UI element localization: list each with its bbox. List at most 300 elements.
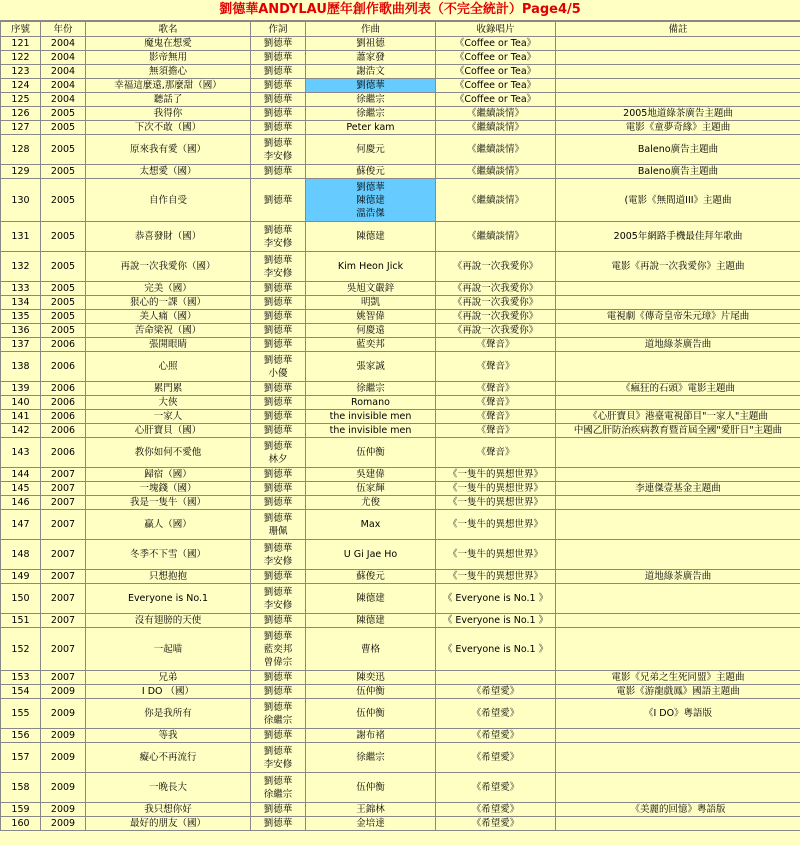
cell-note	[556, 729, 800, 743]
cell-lyricist-line: 劉德華	[263, 615, 293, 626]
cell-no: 145	[1, 482, 41, 496]
cell-no: 129	[1, 165, 41, 179]
table-row	[1, 803, 800, 817]
cell-composer	[306, 37, 436, 51]
cell-lyricist	[251, 65, 306, 79]
cell-song: 我只想你好	[86, 803, 251, 817]
cell-composer	[306, 179, 436, 222]
cell-note	[556, 510, 800, 540]
cell-song: 自作自受	[86, 179, 251, 222]
table-row	[1, 310, 800, 324]
cell-lyricist	[251, 121, 306, 135]
cell-composer-line: 劉祖德	[356, 38, 385, 49]
cell-lyricist-line: 徐繼宗	[263, 788, 293, 800]
cell-song: 心照	[86, 352, 251, 382]
cell-no: 159	[1, 803, 41, 817]
cell-note: 道地綠茶廣告曲	[556, 338, 800, 352]
cell-composer-line: 王錦林	[356, 804, 385, 815]
cell-note	[556, 65, 800, 79]
table-row	[1, 699, 800, 729]
cell-song: 教你如何不愛他	[86, 438, 251, 468]
table-row	[1, 410, 800, 424]
cell-year: 2009	[41, 743, 86, 773]
cell-note: 《心肝寶貝》港臺電視節目"一家人"主題曲	[556, 410, 800, 424]
cell-lyricist-line: 劉德華	[263, 38, 293, 49]
cell-lyricist-line: 藍奕邦	[263, 643, 293, 655]
cell-lyricist-line: 劉德華	[263, 397, 293, 408]
cell-lyricist	[251, 324, 306, 338]
cell-lyricist-line: 劉德華	[263, 80, 293, 91]
cell-song: 心肝寶貝（國）	[86, 424, 251, 438]
table-row	[1, 65, 800, 79]
cell-lyricist-line: 劉德華	[263, 686, 293, 697]
cell-song: 太想愛（國）	[86, 165, 251, 179]
table-row	[1, 729, 800, 743]
cell-composer	[306, 396, 436, 410]
cell-composer-line: 徐繼宗	[356, 108, 385, 119]
cell-composer	[306, 468, 436, 482]
cell-composer	[306, 222, 436, 252]
table-row	[1, 540, 800, 570]
cell-no: 135	[1, 310, 41, 324]
cell-lyricist-line: 劉德華	[263, 440, 293, 452]
cell-composer	[306, 107, 436, 121]
cell-year: 2005	[41, 165, 86, 179]
cell-note	[556, 743, 800, 773]
cell-year: 2007	[41, 628, 86, 671]
cell-year: 2006	[41, 424, 86, 438]
cell-song: 兄弟	[86, 671, 251, 685]
cell-note: 電視劇《傳奇皇帝朱元璋》片尾曲	[556, 310, 800, 324]
header-no: 序號	[1, 22, 41, 37]
cell-lyricist	[251, 252, 306, 282]
cell-song: 恭喜發財（國）	[86, 222, 251, 252]
cell-lyricist-line: 劉德華	[263, 283, 293, 294]
cell-song: 原來我有愛（國）	[86, 135, 251, 165]
cell-note: 2005年網路手機最佳拜年歌曲	[556, 222, 800, 252]
cell-lyricist-line: 劉德華	[263, 512, 293, 524]
cell-lyricist-line: 劉德華	[263, 122, 293, 133]
cell-composer-line: 吳建偉	[356, 469, 385, 480]
cell-composer-line: 藍奕邦	[356, 339, 385, 350]
cell-lyricist	[251, 424, 306, 438]
cell-lyricist-line: 劉德華	[263, 818, 293, 829]
cell-no: 136	[1, 324, 41, 338]
table-row	[1, 743, 800, 773]
cell-lyricist-line: 徐繼宗	[263, 714, 293, 726]
cell-year: 2005	[41, 310, 86, 324]
cell-lyricist-line: 劉德華	[263, 354, 293, 366]
cell-no: 147	[1, 510, 41, 540]
cell-composer	[306, 135, 436, 165]
table-row	[1, 570, 800, 584]
page-title: 劉德華ANDYLAU歷年創作歌曲列表（不完全統計）Page4/5	[0, 0, 800, 21]
cell-lyricist-line: 劉德華	[263, 325, 293, 336]
cell-song: 狠心的一課（國）	[86, 296, 251, 310]
cell-composer-line: 蕭家發	[356, 52, 385, 63]
cell-lyricist-line: 劉德華	[263, 383, 293, 394]
cell-note	[556, 584, 800, 614]
cell-note: 《I DO》粵語版	[556, 699, 800, 729]
cell-composer-line: 吳旭文嚴鋅	[346, 283, 395, 294]
cell-lyricist	[251, 468, 306, 482]
table-row	[1, 396, 800, 410]
cell-note	[556, 438, 800, 468]
cell-album: 《聲音》	[436, 396, 556, 410]
table-row	[1, 496, 800, 510]
cell-composer	[306, 482, 436, 496]
cell-album: 《一隻牛的異想世界》	[436, 468, 556, 482]
cell-composer	[306, 510, 436, 540]
table-row	[1, 628, 800, 671]
cell-no: 156	[1, 729, 41, 743]
cell-lyricist-line: 劉德華	[263, 166, 293, 177]
cell-lyricist-line: 劉德華	[263, 108, 293, 119]
table-row	[1, 252, 800, 282]
cell-note: 《美麗的回憶》粵語版	[556, 803, 800, 817]
cell-year: 2007	[41, 540, 86, 570]
cell-lyricist	[251, 803, 306, 817]
cell-album: 《Coffee or Tea》	[436, 37, 556, 51]
cell-no: 148	[1, 540, 41, 570]
cell-year: 2004	[41, 65, 86, 79]
cell-song: 冬季不下雪（國）	[86, 540, 251, 570]
cell-composer	[306, 803, 436, 817]
cell-song: 我得你	[86, 107, 251, 121]
cell-no: 133	[1, 282, 41, 296]
cell-composer	[306, 773, 436, 803]
cell-lyricist	[251, 685, 306, 699]
cell-lyricist	[251, 352, 306, 382]
table-row	[1, 37, 800, 51]
cell-song: I DO （國）	[86, 685, 251, 699]
cell-note: 電影《再說一次我愛你》主題曲	[556, 252, 800, 282]
cell-composer	[306, 410, 436, 424]
cell-year: 2009	[41, 773, 86, 803]
cell-composer-line: Peter kam	[346, 122, 395, 133]
cell-composer-line: Kim Heon Jick	[337, 261, 404, 272]
cell-year: 2006	[41, 338, 86, 352]
cell-song: 大俠	[86, 396, 251, 410]
cell-note: 李連傑壹基金主題曲	[556, 482, 800, 496]
cell-no: 153	[1, 671, 41, 685]
cell-composer-line: 陳德建	[356, 615, 385, 626]
cell-note	[556, 396, 800, 410]
cell-song: 一晚長大	[86, 773, 251, 803]
cell-lyricist	[251, 817, 306, 831]
cell-song: 一家人	[86, 410, 251, 424]
cell-lyricist	[251, 614, 306, 628]
cell-lyricist-line: 曾偉宗	[263, 656, 293, 668]
cell-no: 131	[1, 222, 41, 252]
table-row	[1, 324, 800, 338]
cell-album: 《繼續談情》	[436, 107, 556, 121]
cell-year: 2005	[41, 222, 86, 252]
table-row	[1, 338, 800, 352]
cell-lyricist-line: 林夕	[268, 453, 288, 465]
cell-album: 《一隻牛的異想世界》	[436, 570, 556, 584]
cell-note: 電影《游龍戲鳳》國語主題曲	[556, 685, 800, 699]
cell-note	[556, 352, 800, 382]
cell-composer	[306, 614, 436, 628]
cell-song: 聽話了	[86, 93, 251, 107]
cell-lyricist-line: 劉德華	[263, 571, 293, 582]
cell-composer	[306, 671, 436, 685]
cell-note	[556, 37, 800, 51]
cell-no: 150	[1, 584, 41, 614]
cell-album: 《希望愛》	[436, 729, 556, 743]
cell-lyricist-line: 劉德華	[263, 52, 293, 63]
cell-composer-line: 伍家輝	[356, 483, 385, 494]
cell-no: 157	[1, 743, 41, 773]
cell-no: 155	[1, 699, 41, 729]
cell-note	[556, 282, 800, 296]
cell-lyricist-line: 劉德華	[263, 586, 293, 598]
cell-year: 2005	[41, 324, 86, 338]
cell-note	[556, 614, 800, 628]
cell-song: 一塊錢（國）	[86, 482, 251, 496]
cell-no: 125	[1, 93, 41, 107]
cell-note: Baleno廣告主題曲	[556, 135, 800, 165]
cell-album: 《聲音》	[436, 352, 556, 382]
cell-note: 2005地道綠茶廣告主題曲	[556, 107, 800, 121]
cell-no: 127	[1, 121, 41, 135]
cell-year: 2006	[41, 410, 86, 424]
cell-note	[556, 324, 800, 338]
cell-composer-line: 蘇俊元	[356, 571, 385, 582]
table-row	[1, 296, 800, 310]
cell-album: 《希望愛》	[436, 817, 556, 831]
cell-note	[556, 628, 800, 671]
cell-year: 2004	[41, 79, 86, 93]
table-row	[1, 382, 800, 396]
cell-song: 完美（國）	[86, 282, 251, 296]
table-row	[1, 135, 800, 165]
cell-lyricist	[251, 570, 306, 584]
cell-album: 《Coffee or Tea》	[436, 79, 556, 93]
cell-lyricist-line: 李安修	[263, 237, 293, 249]
cell-composer-line: 張家誠	[356, 361, 385, 372]
cell-album: 《 Everyone is No.1 》	[436, 614, 556, 628]
cell-album: 《再說一次我愛你》	[436, 310, 556, 324]
cell-composer	[306, 424, 436, 438]
cell-song: Everyone is No.1	[86, 584, 251, 614]
cell-album: 《一隻牛的異想世界》	[436, 510, 556, 540]
cell-album: 《聲音》	[436, 338, 556, 352]
cell-lyricist	[251, 482, 306, 496]
cell-lyricist	[251, 382, 306, 396]
cell-lyricist	[251, 671, 306, 685]
table-row	[1, 93, 800, 107]
cell-album: 《再說一次我愛你》	[436, 252, 556, 282]
cell-album: 《Coffee or Tea》	[436, 65, 556, 79]
cell-lyricist-line: 李安修	[263, 150, 293, 162]
table-row	[1, 438, 800, 468]
cell-album: 《繼續談情》	[436, 165, 556, 179]
cell-lyricist-line: 劉德華	[263, 469, 293, 480]
cell-year: 2005	[41, 121, 86, 135]
cell-album: 《聲音》	[436, 382, 556, 396]
cell-lyricist-line: 劉德華	[263, 311, 293, 322]
cell-composer	[306, 51, 436, 65]
cell-composer-line: 陳奕迅	[356, 672, 385, 683]
cell-composer-line: 蘇俊元	[356, 166, 385, 177]
cell-lyricist-line: 李安修	[263, 599, 293, 611]
cell-year: 2007	[41, 614, 86, 628]
cell-song: 你是我所有	[86, 699, 251, 729]
cell-composer	[306, 121, 436, 135]
cell-lyricist-line: 李安修	[263, 758, 293, 770]
cell-year: 2005	[41, 179, 86, 222]
cell-lyricist	[251, 743, 306, 773]
cell-composer	[306, 324, 436, 338]
cell-album: 《一隻牛的異想世界》	[436, 496, 556, 510]
cell-lyricist	[251, 699, 306, 729]
cell-no: 124	[1, 79, 41, 93]
cell-composer	[306, 743, 436, 773]
cell-album: 《繼續談情》	[436, 135, 556, 165]
cell-no: 126	[1, 107, 41, 121]
table-row	[1, 614, 800, 628]
cell-album: 《Coffee or Tea》	[436, 93, 556, 107]
cell-composer	[306, 252, 436, 282]
cell-composer	[306, 352, 436, 382]
cell-song: 等我	[86, 729, 251, 743]
song-table	[0, 21, 800, 831]
cell-album: 《希望愛》	[436, 803, 556, 817]
cell-note	[556, 51, 800, 65]
cell-lyricist-line: 劉德華	[263, 194, 293, 206]
table-row	[1, 468, 800, 482]
cell-note: (電影《無間道III》主題曲	[556, 179, 800, 222]
cell-lyricist-line: 劉德華	[263, 542, 293, 554]
cell-song: 再說一次我愛你（國）	[86, 252, 251, 282]
table-row	[1, 510, 800, 540]
cell-lyricist	[251, 540, 306, 570]
cell-no: 154	[1, 685, 41, 699]
cell-no: 137	[1, 338, 41, 352]
cell-no: 141	[1, 410, 41, 424]
cell-composer-line: 徐繼宗	[356, 383, 385, 394]
cell-lyricist	[251, 773, 306, 803]
cell-no: 139	[1, 382, 41, 396]
cell-composer-line: 尤俊	[360, 497, 380, 508]
table-row	[1, 107, 800, 121]
cell-year: 2007	[41, 496, 86, 510]
cell-song: 我是一隻牛（國）	[86, 496, 251, 510]
cell-lyricist-line: 劉德華	[263, 630, 293, 642]
cell-lyricist-line: 劉德華	[263, 745, 293, 757]
cell-album: 《希望愛》	[436, 773, 556, 803]
cell-album: 《再說一次我愛你》	[436, 324, 556, 338]
cell-composer	[306, 65, 436, 79]
cell-album: 《一隻牛的異想世界》	[436, 482, 556, 496]
cell-composer-line: Max	[360, 519, 381, 530]
cell-year: 2005	[41, 252, 86, 282]
cell-note	[556, 817, 800, 831]
cell-composer-line: 謝布褚	[356, 730, 385, 741]
cell-composer	[306, 93, 436, 107]
cell-note	[556, 468, 800, 482]
cell-song: 影帝無用	[86, 51, 251, 65]
cell-song: 沒有翅膀的天使	[86, 614, 251, 628]
table-row	[1, 179, 800, 222]
cell-album: 《聲音》	[436, 424, 556, 438]
cell-album: 《希望愛》	[436, 699, 556, 729]
cell-composer-line: 明凱	[360, 297, 380, 308]
cell-no: 121	[1, 37, 41, 51]
cell-note	[556, 93, 800, 107]
cell-no: 130	[1, 179, 41, 222]
cell-lyricist-line: 劉德華	[263, 66, 293, 77]
cell-song: 苦命梁祝（國）	[86, 324, 251, 338]
cell-lyricist	[251, 165, 306, 179]
cell-no: 149	[1, 570, 41, 584]
cell-album: 《聲音》	[436, 410, 556, 424]
cell-year: 2009	[41, 685, 86, 699]
cell-note	[556, 296, 800, 310]
cell-song: 美人痛（國）	[86, 310, 251, 324]
cell-lyricist-line: 劉德華	[263, 497, 293, 508]
table-row	[1, 165, 800, 179]
cell-composer	[306, 540, 436, 570]
cell-year: 2006	[41, 382, 86, 396]
cell-composer-line: 何慶遠	[356, 325, 385, 336]
cell-song: 一起喵	[86, 628, 251, 671]
table-row	[1, 121, 800, 135]
cell-composer-line: 徐繼宗	[356, 752, 385, 763]
table-row	[1, 282, 800, 296]
cell-note: 電影《童夢奇緣》主題曲	[556, 121, 800, 135]
header-song: 歌名	[86, 22, 251, 37]
cell-composer-line: 溫浩傑	[356, 207, 385, 219]
cell-lyricist	[251, 37, 306, 51]
cell-composer	[306, 570, 436, 584]
cell-lyricist	[251, 107, 306, 121]
cell-composer-line: 伍仲衡	[356, 782, 385, 793]
cell-lyricist	[251, 179, 306, 222]
cell-no: 151	[1, 614, 41, 628]
cell-composer	[306, 382, 436, 396]
cell-composer	[306, 438, 436, 468]
cell-album: 《 Everyone is No.1 》	[436, 628, 556, 671]
cell-year: 2004	[41, 51, 86, 65]
cell-composer-line: the invisible men	[329, 411, 412, 422]
cell-no: 144	[1, 468, 41, 482]
header-composer: 作曲	[306, 22, 436, 37]
cell-song: 贏人（國）	[86, 510, 251, 540]
cell-album: 《聲音》	[436, 438, 556, 468]
cell-note	[556, 496, 800, 510]
cell-song: 幸福這麼遠,那麼甜（國）	[86, 79, 251, 93]
cell-note	[556, 773, 800, 803]
table-row	[1, 222, 800, 252]
table-row	[1, 352, 800, 382]
cell-no: 123	[1, 65, 41, 79]
cell-lyricist	[251, 438, 306, 468]
cell-year: 2006	[41, 438, 86, 468]
cell-song: 張開眼睛	[86, 338, 251, 352]
cell-no: 140	[1, 396, 41, 410]
cell-album: 《繼續談情》	[436, 222, 556, 252]
cell-album: 《 Everyone is No.1 》	[436, 584, 556, 614]
cell-lyricist	[251, 338, 306, 352]
cell-note	[556, 540, 800, 570]
cell-song: 累門累	[86, 382, 251, 396]
header-year: 年份	[41, 22, 86, 37]
cell-composer	[306, 729, 436, 743]
cell-lyricist-line: 劉德華	[263, 254, 293, 266]
